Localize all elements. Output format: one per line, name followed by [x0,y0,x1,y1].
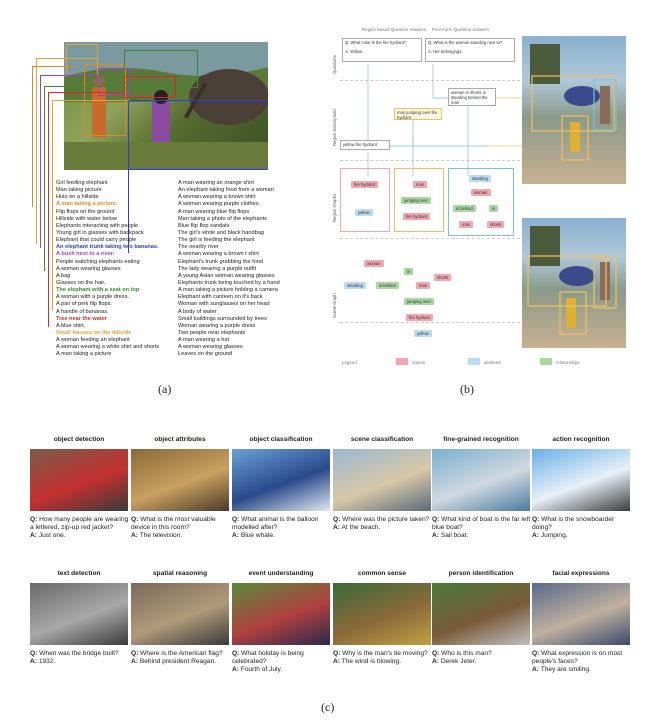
task-title: person identification [448,570,514,577]
task-title: common sense [357,570,406,577]
answer: A: Behind president Reagan. [131,658,217,666]
caption-item: A pair of pink flip flops. [56,301,112,308]
node-relationship: in [489,205,498,212]
node-object: woman [471,189,491,196]
node-attribute: yellow [414,330,432,337]
answer: A: Derek Jeter. [432,658,477,666]
task-title: object detection [53,436,105,443]
node-object: fire hydrant [351,181,378,188]
caption-item: A man taking a picture [56,351,112,358]
caption-list-left [56,180,159,359]
caption-item: Small buildings surrounded by trees [178,315,267,322]
task-photo [30,449,128,511]
task-qa [131,516,231,541]
node-object: man [416,282,430,289]
header-free-qa: Free Form Question Answers [432,27,490,32]
caption-item: A woman wearing purple clothes. [178,201,261,208]
answer-text: At the beach. [341,524,381,532]
question-text: When was the bridge built? [39,650,119,657]
task-title: spatial reasoning [152,570,208,577]
node-relationship: jumping over [404,298,434,305]
task-title: scene classification [350,436,414,443]
panel-c-label: (c) [321,700,335,714]
task-photo [131,583,229,645]
answer: A: At the beach. [333,524,381,532]
question-text: How many people are wearing a lettered, zip-up red jacket? [30,516,129,532]
region-graph-3 [448,168,514,236]
question: Q: Who is this man? [432,650,492,657]
answer-text: 1932. [38,658,56,666]
caption-item: Tree near the water [56,315,107,322]
node-attribute: yellow [355,209,373,216]
node-object: man [413,181,427,188]
question: Q: What holiday is being celebrated? [232,650,304,666]
caption-item: Woman wearing a purple dress [178,322,256,329]
caption-item: Huts on a hillside [56,194,99,201]
region-qa-box: Q. What color is the fire hydrant? A. Yellow. [342,38,422,62]
description-hydrant: yellow fire hydrant [340,140,390,150]
question: Q: What expression is on most people's faces? [532,650,623,666]
question-text: What holiday is being celebrated? [232,650,304,666]
task-qa [131,650,231,666]
caption-item: A woman wearing glasses [178,344,243,351]
legend-swatch-relationships [540,358,552,365]
caption-item: A woman wearing a brown shirt [178,194,256,201]
answer: A: Sail boat. [432,532,469,540]
answer-text: Just one. [38,532,66,540]
caption-item: The girl is feeding the elephant [178,237,255,244]
caption-item: Glasses on the hair. [56,279,106,286]
question: Q: What is the most valuable device in this room? [131,516,216,532]
task-title: object attributes [154,436,206,443]
question-text: Who is this man? [441,650,492,657]
answer-text: Sail boat. [440,532,469,540]
task-photo [333,583,431,645]
caption-item: Elephants interacting with people [56,222,139,229]
node-relationship: is behind [453,205,476,212]
answer-text: The television. [139,532,183,540]
caption-item: A bag [56,272,71,279]
task-qa [432,516,532,541]
task-photo [232,583,330,645]
legend-swatch-objects [396,358,408,365]
task-photo [532,449,630,511]
task-qa [333,650,433,666]
task-title: event understanding [248,570,314,577]
free-qa-box: Q. What is the woman standing next to? A. Her belongings. [425,38,515,62]
row-label-region-graphs: Region Graphs [332,193,337,222]
skateboard-illustration-bottom [522,218,626,348]
caption-item: Flip flops on the ground [56,208,115,215]
skateboard-illustration-top [522,36,626,184]
header-region-qa: Region Based Question Answers [362,27,427,32]
caption-item: A man wearing blue flip flops [178,208,250,215]
answer-text: Derek Jeter. [440,658,477,666]
caption-item: Elephant's trunk grabbing the food [178,258,264,265]
task-qa [532,516,632,541]
task-title: facial expressions [552,570,610,577]
node-object: woman [364,260,384,267]
task-title: object classification [249,436,313,443]
answer-text: Behind president Reagan. [139,658,217,666]
answer: A: 1932. [30,658,56,666]
answer-text: Fourth of July. [240,666,283,674]
caption-item: Elephants trunk being touched by a hand [178,279,280,286]
node-relationship: is behind [376,282,399,289]
task-photo [333,449,431,511]
caption-item: A woman feeding an elephant [56,337,130,344]
caption-item: People watching elephants eating [56,258,140,265]
task-qa [232,516,332,541]
question-text: What is the snowboarder doing? [532,516,615,532]
node-object: shorts [434,274,451,281]
description-man: man jumping over fire hydrant [394,108,442,120]
answer-text: Blue whale. [240,532,275,540]
skateboard-photo-bottom [522,218,626,348]
task-photo [432,583,530,645]
answer: A: Just one. [30,532,66,540]
caption-item: An elephant trunk taking two bananas. [56,244,159,251]
panel-a-label: (a) [158,382,172,396]
caption-item: A woman wearing a white shirt and shorts [56,344,160,351]
node-object: fire hydrant [403,213,430,220]
caption-item: The girl's white and black handbag [178,229,264,236]
caption-item: Elephant that could carry people [56,237,137,244]
panel-b-label: (b) [460,382,474,396]
question-text: What kind of boat is the far left blue boat? [432,516,531,532]
node-relationship: jumping over [401,197,431,204]
caption-item: Girl feeding elephant [56,180,108,186]
description-woman: woman in shorts is standing behind the man [448,88,496,106]
node-attribute: standing [469,175,491,182]
node-object: fire hydrant [406,314,433,321]
caption-item: Man taking picture [56,187,102,194]
caption-item: A man taking a picture. [56,201,118,208]
task-qa [30,650,130,666]
question: Q: What kind of boat is the far left blue boat? [432,516,531,532]
answer-text: The wind is blowing. [341,658,402,666]
region-box-tree [124,76,176,98]
region-graph-1 [340,168,390,232]
region-box-trunk [128,100,268,170]
caption-item: The lady wearing a purple outfit [178,265,257,272]
caption-item: The elephant with a seat on top [56,287,140,294]
question: Q: When was the bridge built? [30,650,119,657]
legend-swatch-attributes [468,358,480,365]
task-photo [232,449,330,511]
task-title: action recognition [552,436,610,443]
caption-item: A woman with a purple dress. [56,294,130,301]
answer: A: Jumping. [532,532,568,540]
question: Q: What is the snowboarder doing? [532,516,615,532]
question: Q: Where is the American flag? [131,650,223,657]
caption-item: Small houses on the hillside [56,329,132,336]
node-object: shorts [487,221,504,228]
question: Q: Where was the picture taken? [333,516,430,523]
question: Q: What animal is the balloon modelled after? [232,516,319,532]
caption-item: Man taking a photo of the elephants [178,215,267,222]
task-qa [432,650,532,666]
caption-item: Young girl in glasses with backpack [56,229,144,236]
caption-item: Hillside with water below [56,215,117,222]
caption-item: A body of water [178,308,217,315]
node-relationship: in [404,268,413,275]
region-graph-2 [394,168,444,232]
caption-item: Blue flip flop sandals [178,222,230,229]
legend-title: Legend [342,360,357,365]
task-qa [30,516,130,541]
question: Q: How many people are wearing a lettered, zip-up red jacket? [30,516,129,532]
task-photo [432,449,530,511]
row-label-descriptions: Region Descriptions [332,108,337,146]
caption-item: The nearby river [178,244,219,251]
row-label-questions: Questions [332,55,337,74]
node-attribute: standing [344,282,366,289]
question-text: Why is the man's tie moving? [342,650,428,657]
caption-item: A man wearing an orange shirt [178,180,254,186]
answer-text: They are smiling. [540,666,591,674]
caption-list-right [178,180,280,359]
row-label-scene-graph: Scene Graph [332,293,337,318]
legend-label-attributes: attributes [484,360,502,365]
answer-text: Jumping. [540,532,568,540]
task-qa [232,650,332,675]
task-title: text detection [57,570,101,577]
legend-label-relationships: relationships [556,360,580,365]
caption-item: Woman with sunglasses on her head [178,301,270,308]
question-text: What is the most valuable device in this room? [131,516,216,532]
question-text: What animal is the balloon modelled after? [232,516,319,532]
answer: A: Fourth of July. [232,666,283,674]
skateboard-photo-top [522,36,626,184]
answer: A: Blue whale. [232,532,275,540]
answer: A: The television. [131,532,183,540]
legend-label-objects: objects [412,360,426,365]
caption-item: A man taking a picture holding a camera [178,287,278,294]
caption-item: An elephant taking food from a woman [178,187,274,194]
caption-item: Two people near elephants [178,329,246,336]
task-qa [333,516,433,532]
answer: A: The wind is blowing. [333,658,402,666]
question-text: What expression is on most people's faces? [532,650,623,666]
answer: A: They are smiling. [532,666,591,674]
caption-item: Leaves on the ground [178,351,233,358]
caption-item: A woman wearing a brown t shirt [178,251,259,258]
caption-item: Elephant with canteen on it's back [178,294,263,301]
question-text: Where is the American flag? [140,650,223,657]
caption-item: A handle of bananas. [56,308,109,315]
task-title: fine-grained recognition [443,436,519,443]
caption-item: A blue shirt. [56,322,86,329]
task-photo [532,583,630,645]
task-qa [532,650,632,675]
task-photo [30,583,128,645]
caption-item: A young Asian woman wearing glasses [178,272,275,279]
caption-item: A woman wearing glasses [56,265,121,272]
caption-item: A man wearing a hat [178,337,229,344]
caption-item: A bush next to a river. [56,251,115,258]
question: Q: Why is the man's tie moving? [333,650,428,657]
question-text: Where was the picture taken? [342,516,430,523]
node-object: man [459,221,473,228]
task-photo [131,449,229,511]
